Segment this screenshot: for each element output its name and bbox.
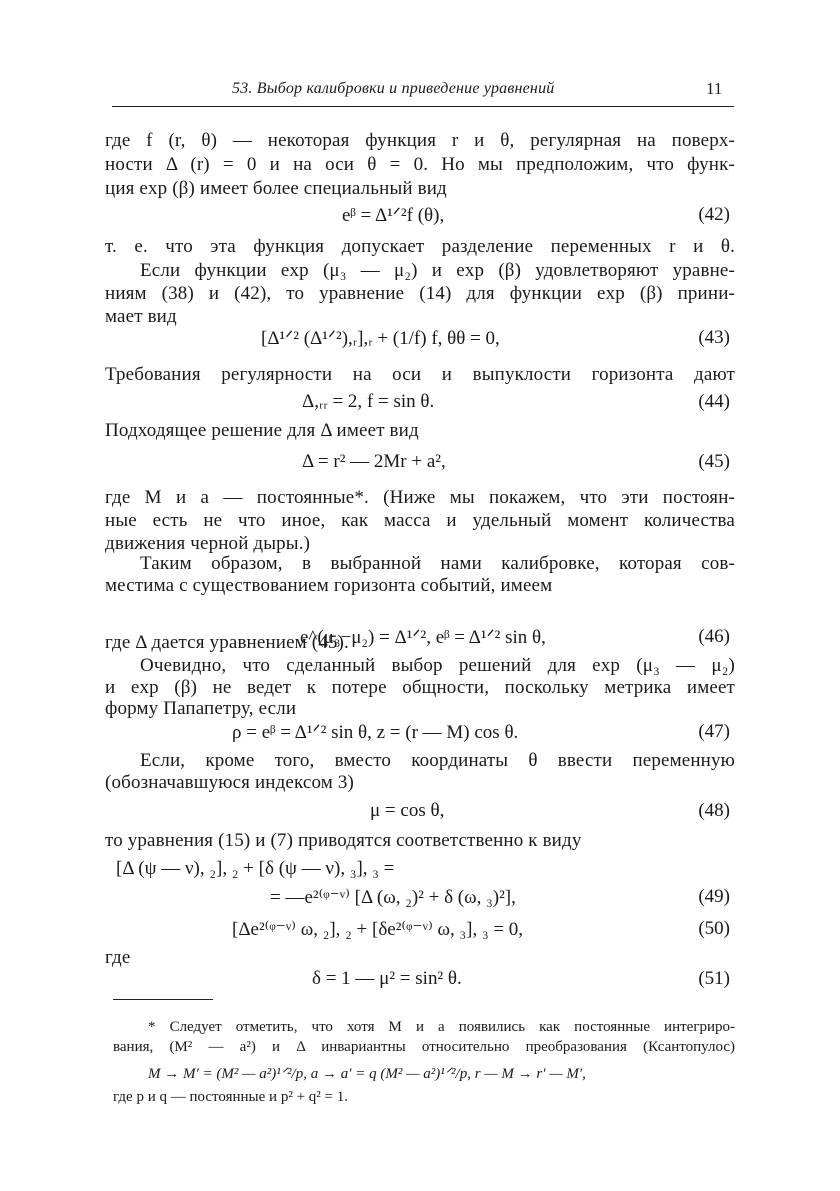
body-line: Если, кроме того, вместо координаты θ ввести переменную — [140, 750, 735, 771]
equation-number-46: (46) — [698, 626, 730, 647]
body-line: Подходящее решение для Δ имеет вид — [105, 420, 419, 441]
equation-number-45: (45) — [698, 451, 730, 472]
body-line: движения черной дыры.) — [105, 533, 311, 554]
equation-number-47: (47) — [698, 721, 730, 742]
equation-51: δ = 1 — μ² = sin² θ. — [312, 968, 462, 989]
equation-number-50: (50) — [698, 918, 730, 939]
equation-45: Δ = r² — 2Mr + a², — [302, 451, 446, 472]
body-line: (обозначавшуюся индексом 3) — [105, 772, 354, 793]
body-line: ция exp (β) имеет более специальный вид — [105, 178, 447, 199]
footnote-equation: M → M′ = (M² — a²)¹ᐟ²/p, a → a′ = q (M² — a²)¹ᐟ²/p, r — M → r′ — M′, — [148, 1066, 586, 1082]
header-rule — [112, 106, 734, 107]
body-line: где — [105, 947, 131, 968]
equation-number-51: (51) — [698, 968, 730, 989]
body-line: ниям (38) и (42), то уравнение (14) для функции exp (β) прини- — [105, 283, 735, 304]
footnote-line: вания, (M² — a²) и Δ инвариантны относительно преобразования (Ксантопулос) — [113, 1039, 735, 1055]
equation-number-48: (48) — [698, 800, 730, 821]
body-line: Требования регулярности на оси и выпуклости горизонта дают — [105, 364, 735, 385]
body-line: где f (r, θ) — некоторая функция r и θ, регулярная на поверх- — [105, 130, 735, 151]
body-line: ности Δ (r) = 0 и на оси θ = 0. Но мы предположим, что функ- — [105, 154, 735, 175]
running-header-title: 53. Выбор калибровки и приведение уравнений — [232, 80, 555, 97]
body-line: где M и a — постоянные*. (Ниже мы покажем, что эти постоян- — [105, 487, 735, 508]
body-line: форму Папапетру, если — [105, 698, 297, 719]
equation-number-44: (44) — [698, 391, 730, 412]
page-number: 11 — [706, 79, 723, 98]
body-line: т. е. что эта функция допускает разделение переменных r и θ. — [105, 236, 735, 257]
equation-42: eᵝ = Δ¹ᐟ²f (θ), — [342, 205, 445, 226]
equation-number-42: (42) — [698, 204, 730, 225]
equation-49-part1: [Δ (ψ — ν), ₂], ₂ + [δ (ψ — ν), ₃], ₃ = — [116, 858, 395, 879]
equation-number-49: (49) — [698, 886, 730, 907]
body-line: Если функции exp (μ₃ — μ₂) и exp (β) удовлетворяют уравне- — [140, 260, 735, 281]
equation-49-part2: = —e²⁽ᵠ⁻ᵛ⁾ [Δ (ω, ₂)² + δ (ω, ₃)²], — [270, 887, 516, 908]
body-line: ные есть не что иное, как масса и удельный момент количества — [105, 510, 735, 531]
equation-48: μ = cos θ, — [370, 800, 445, 821]
body-line: где Δ дается уравнением (45). — [105, 632, 349, 653]
equation-50: [Δe²⁽ᵠ⁻ᵛ⁾ ω, ₂], ₂ + [δe²⁽ᵠ⁻ᵛ⁾ ω, ₃], ₃ = 0, — [232, 919, 524, 940]
equation-number-43: (43) — [698, 327, 730, 348]
equation-44: Δ,ᵣᵣ = 2, f = sin θ. — [302, 391, 435, 412]
body-line: местима с существованием горизонта событий, имеем — [105, 575, 553, 596]
footnote-rule — [113, 999, 213, 1000]
body-line: то уравнения (15) и (7) приводятся соответственно к виду — [105, 830, 582, 851]
body-line: мает вид — [105, 306, 177, 327]
body-line: Очевидно, что сделанный выбор решений для exp (μ₃ — μ₂) — [140, 655, 735, 676]
equation-47: ρ = eᵝ = Δ¹ᐟ² sin θ, z = (r — M) cos θ. — [232, 722, 519, 743]
footnote-line: * Следует отметить, что хотя M и a появились как постоянные интегриро- — [148, 1019, 735, 1035]
body-line: и exp (β) не ведет к потере общности, поскольку метрика имеет — [105, 677, 735, 698]
equation-43: [Δ¹ᐟ² (Δ¹ᐟ²),ᵣ],ᵣ + (1/f) f, θθ = 0, — [261, 328, 500, 349]
body-line: Таким образом, в выбранной нами калибровке, которая сов- — [140, 553, 735, 574]
footnote-line: где p и q — постоянные и p² + q² = 1. — [113, 1089, 348, 1105]
equation-46: e^(μ₃−μ₂) = Δ¹ᐟ², eᵝ = Δ¹ᐟ² sin θ, — [300, 627, 546, 648]
